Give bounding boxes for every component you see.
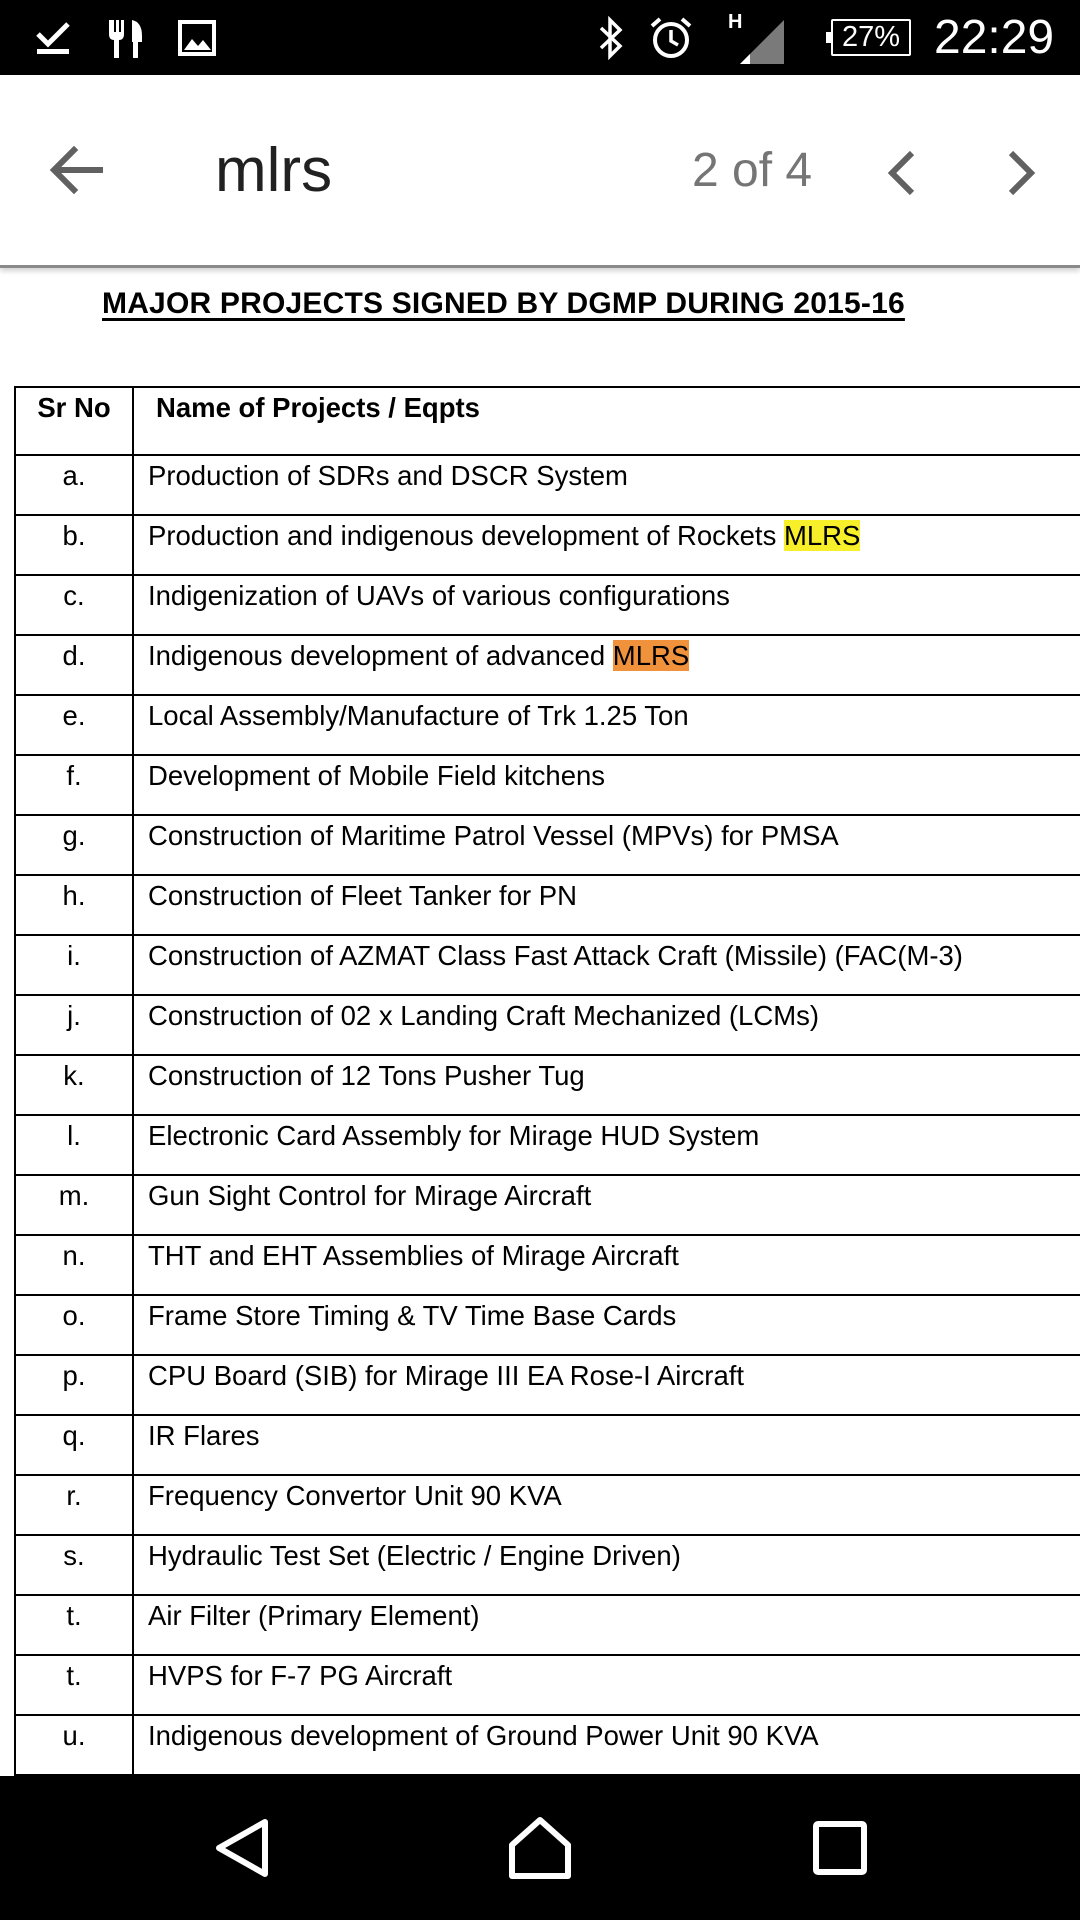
project-name-text: Construction of AZMAT Class Fast Attack Craft (Missile) (FAC(M-3) — [148, 940, 963, 971]
project-name-text: Local Assembly/Manufacture of Trk 1.25 Ton — [148, 700, 689, 731]
back-arrow-icon[interactable] — [46, 139, 108, 201]
row-project-name — [133, 755, 1080, 815]
previous-match-button[interactable] — [878, 145, 928, 201]
header-project-name: Name of Projects / Eqpts — [133, 387, 1080, 455]
row-project-name — [133, 575, 1080, 635]
project-name-text: CPU Board (SIB) for Mirage III EA Rose-I Aircraft — [148, 1360, 745, 1391]
battery-indicator: 27% — [831, 19, 911, 56]
row-project-name — [133, 1595, 1080, 1655]
match-counter: 2 of 4 — [692, 144, 813, 197]
project-name-text: Hydraulic Test Set (Electric / Engine Driven) — [148, 1540, 681, 1571]
table-row — [15, 635, 1080, 695]
row-sr-no: j. — [15, 995, 133, 1055]
project-name-text: Air Filter (Primary Element) — [148, 1600, 480, 1631]
project-name-text: HVPS for F-7 PG Aircraft — [148, 1660, 453, 1691]
table-row — [15, 1475, 1080, 1535]
row-sr-no: g. — [15, 815, 133, 875]
table-row — [15, 1055, 1080, 1115]
table-row — [15, 1655, 1080, 1715]
row-project-name — [133, 815, 1080, 875]
row-sr-no: t. — [15, 1655, 133, 1715]
row-sr-no: a. — [15, 455, 133, 515]
project-name-text: Production of SDRs and DSCR System — [148, 460, 628, 491]
row-sr-no: h. — [15, 875, 133, 935]
bluetooth-icon — [596, 0, 626, 75]
row-project-name — [133, 1535, 1080, 1595]
project-name-text: Electronic Card Assembly for Mirage HUD System — [148, 1120, 760, 1151]
svg-text:H: H — [728, 10, 743, 33]
row-project-name — [133, 1715, 1080, 1775]
row-project-name — [133, 695, 1080, 755]
row-sr-no: r. — [15, 1475, 133, 1535]
project-name-text: Gun Sight Control for Mirage Aircraft — [148, 1180, 592, 1211]
table-row — [15, 1175, 1080, 1235]
row-project-name — [133, 935, 1080, 995]
row-sr-no: k. — [15, 1055, 133, 1115]
table-row — [15, 1235, 1080, 1295]
table-row — [15, 875, 1080, 935]
search-input[interactable]: mlrs — [215, 136, 333, 205]
row-sr-no: u. — [15, 1715, 133, 1775]
row-sr-no: b. — [15, 515, 133, 575]
header-sr-no: Sr No — [15, 387, 133, 455]
table-row — [15, 1355, 1080, 1415]
row-sr-no: n. — [15, 1235, 133, 1295]
row-project-name — [133, 1475, 1080, 1535]
table-row — [15, 1595, 1080, 1655]
row-project-name — [133, 1055, 1080, 1115]
table-row — [15, 1415, 1080, 1475]
table-header-row — [15, 387, 1080, 455]
row-sr-no: q. — [15, 1415, 133, 1475]
projects-table — [14, 386, 1080, 1776]
document-title: MAJOR PROJECTS SIGNED BY DGMP DURING 2015-16 — [102, 287, 905, 320]
project-name-text: Indigenous development of Ground Power Unit 90 KVA — [148, 1720, 819, 1751]
project-name-text: IR Flares — [148, 1420, 260, 1451]
project-name-text: Indigenization of UAVs of various configurations — [148, 580, 730, 611]
table-row — [15, 935, 1080, 995]
project-name-text: Development of Mobile Field kitchens — [148, 760, 606, 791]
nav-home-button[interactable] — [490, 1798, 590, 1898]
alarm-icon — [648, 0, 694, 75]
project-name-text: Frequency Convertor Unit 90 KVA — [148, 1480, 562, 1511]
project-name-text: Construction of Maritime Patrol Vessel (MPVs) for PMSA — [148, 820, 839, 851]
table-row — [15, 755, 1080, 815]
search-match-highlight[interactable]: MLRS — [783, 520, 861, 551]
signal-icon — [726, 0, 790, 75]
restaurant-icon — [104, 0, 148, 75]
project-name-text: Production and indigenous development of Rockets — [148, 520, 784, 551]
table-row — [15, 515, 1080, 575]
clock: 22:29 — [934, 11, 1055, 64]
project-name-text: Construction of 12 Tons Pusher Tug — [148, 1060, 585, 1091]
project-name-text: Construction of Fleet Tanker for PN — [148, 880, 577, 911]
search-match-highlight[interactable]: MLRS — [612, 640, 690, 671]
row-sr-no: l. — [15, 1115, 133, 1175]
project-name-text: THT and EHT Assemblies of Mirage Aircraft — [148, 1240, 679, 1271]
table-body — [15, 455, 1080, 1775]
row-project-name — [133, 635, 1080, 695]
row-sr-no: d. — [15, 635, 133, 695]
table-row — [15, 695, 1080, 755]
home-icon — [507, 1815, 573, 1881]
row-sr-no: o. — [15, 1295, 133, 1355]
status-bar — [0, 0, 1080, 75]
row-sr-no: t. — [15, 1595, 133, 1655]
row-project-name — [133, 875, 1080, 935]
table-row — [15, 1535, 1080, 1595]
find-in-page-bar — [0, 75, 1080, 268]
row-project-name — [133, 515, 1080, 575]
row-project-name — [133, 995, 1080, 1055]
next-match-button[interactable] — [995, 145, 1045, 201]
row-project-name — [133, 1235, 1080, 1295]
row-sr-no: f. — [15, 755, 133, 815]
row-project-name — [133, 455, 1080, 515]
chevron-left-icon — [878, 145, 928, 201]
project-name-text: Indigenous development of advanced — [148, 640, 613, 671]
row-project-name — [133, 1115, 1080, 1175]
table-row — [15, 575, 1080, 635]
row-sr-no: c. — [15, 575, 133, 635]
project-name-text: Frame Store Timing & TV Time Base Cards — [148, 1300, 677, 1331]
row-sr-no: s. — [15, 1535, 133, 1595]
row-project-name — [133, 1295, 1080, 1355]
table-row — [15, 815, 1080, 875]
table-row — [15, 455, 1080, 515]
back-triangle-icon — [211, 1816, 271, 1880]
row-sr-no: p. — [15, 1355, 133, 1415]
recents-icon — [812, 1820, 868, 1876]
table-row — [15, 1295, 1080, 1355]
row-project-name — [133, 1355, 1080, 1415]
navigation-bar — [0, 1776, 1080, 1920]
row-sr-no: m. — [15, 1175, 133, 1235]
project-name-text: Construction of 02 x Landing Craft Mechanized (LCMs) — [148, 1000, 820, 1031]
row-sr-no: e. — [15, 695, 133, 755]
row-project-name — [133, 1655, 1080, 1715]
chevron-right-icon — [995, 145, 1045, 201]
row-project-name — [133, 1175, 1080, 1235]
table-row — [15, 1115, 1080, 1175]
image-icon — [178, 0, 216, 75]
table-row — [15, 995, 1080, 1055]
row-project-name — [133, 1415, 1080, 1475]
nav-back-button[interactable] — [191, 1798, 291, 1898]
table-row — [15, 1715, 1080, 1775]
row-sr-no: i. — [15, 935, 133, 995]
checkmark-download-icon — [34, 0, 72, 75]
nav-recents-button[interactable] — [790, 1798, 890, 1898]
